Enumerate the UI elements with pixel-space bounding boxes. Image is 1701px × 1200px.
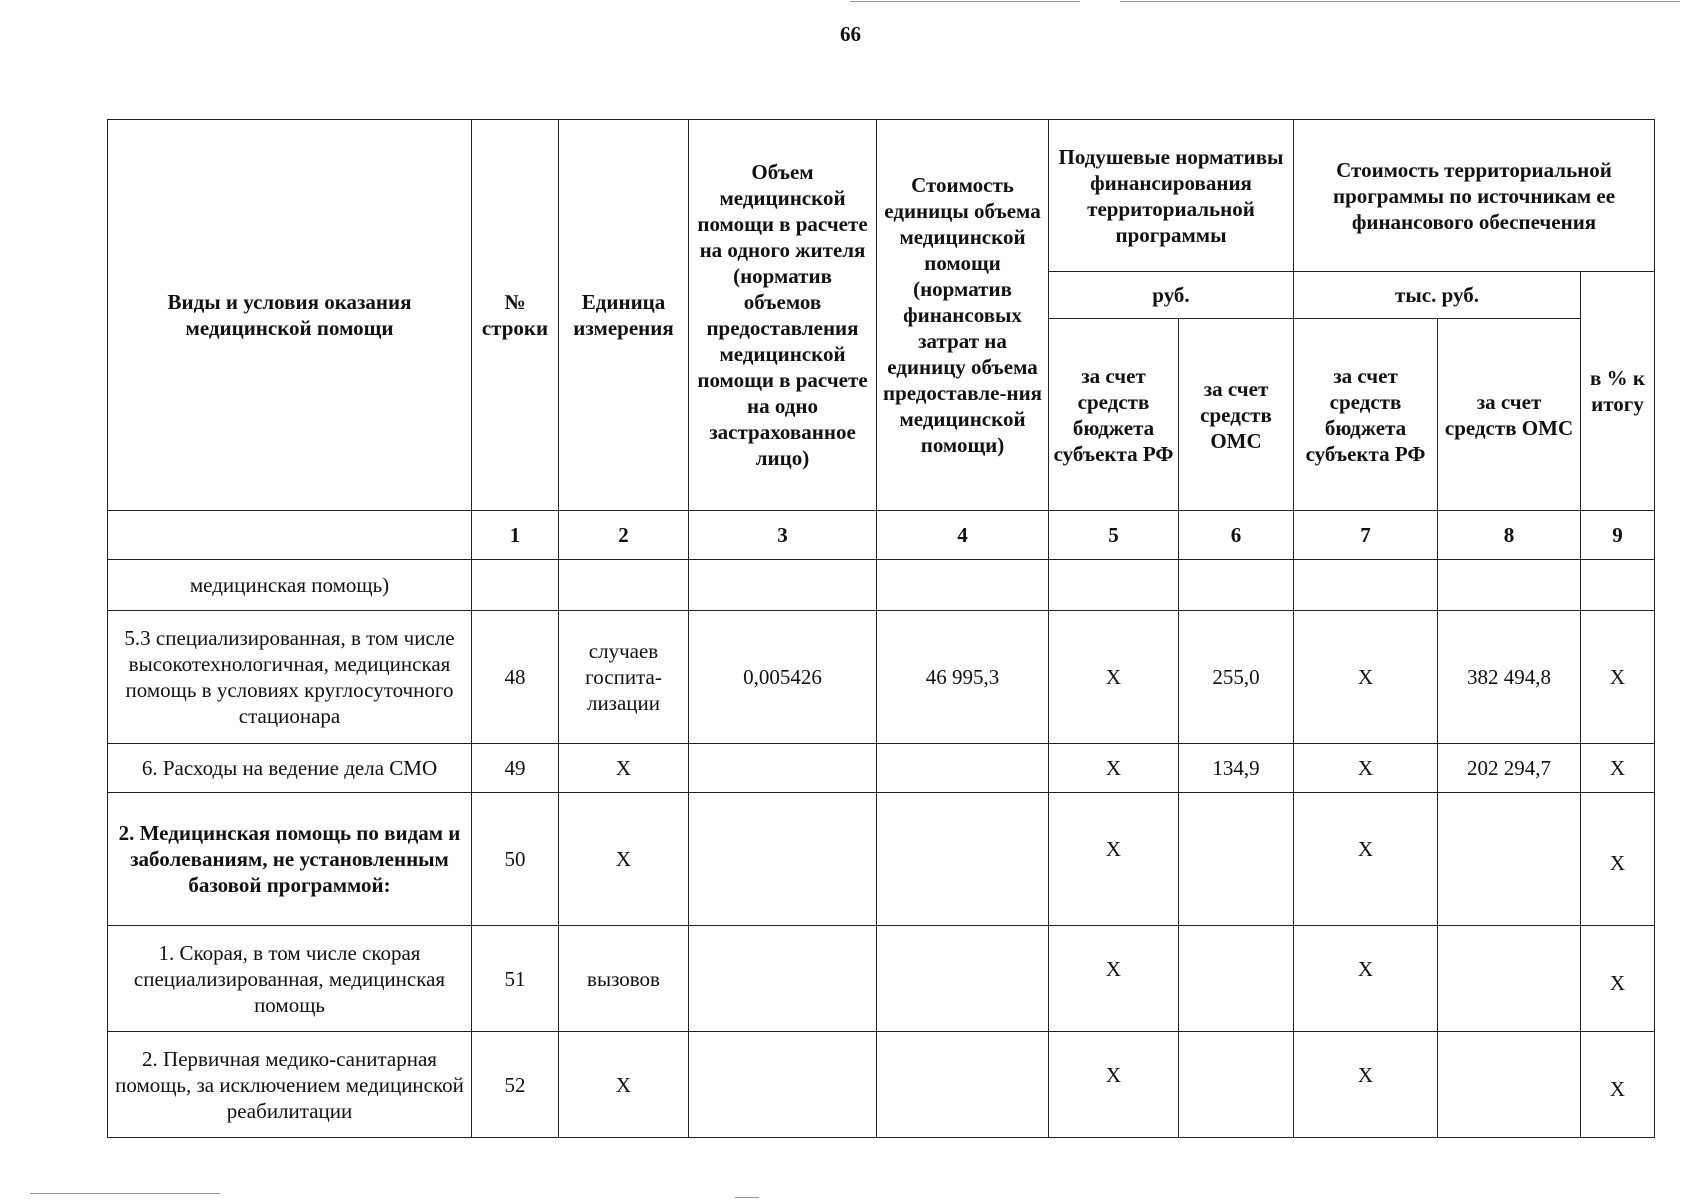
table-row — [108, 793, 1655, 926]
row-col6 — [1179, 793, 1294, 926]
column-number: 1 — [472, 511, 559, 560]
column-number: 9 — [1581, 511, 1655, 560]
table-row — [108, 926, 1655, 1032]
column-number: 5 — [1049, 511, 1179, 560]
x-mark: X — [1609, 851, 1626, 875]
scan-artifact-bottom-mid — [735, 1197, 759, 1198]
row-col9 — [1581, 1032, 1655, 1138]
row-col5 — [1049, 1032, 1179, 1138]
row-col6 — [1179, 926, 1294, 1032]
row-col5 — [1049, 793, 1179, 926]
column-numbers-row — [108, 511, 1655, 560]
header-unit-thousand-rub: тыс. руб. — [1294, 272, 1581, 319]
column-number: 7 — [1294, 511, 1438, 560]
row-col5 — [1049, 926, 1179, 1032]
row-name: 2. Первичная медико-санитарная помощь, за исключением медицинской реабилитации — [108, 1032, 472, 1138]
program-cost-table — [107, 119, 1655, 1138]
header-cost: Стоимость единицы объема медицинской помощи (норматив финансовых затрат на единицу объема предоставле-ния медицинской помощи) — [877, 120, 1049, 511]
column-number-empty — [108, 511, 472, 560]
row-col7: X — [1294, 744, 1438, 793]
row-unit: вызовов — [559, 926, 689, 1032]
x-mark: X — [1105, 837, 1122, 861]
row-cost — [877, 560, 1049, 611]
scan-artifact-top — [850, 1, 1080, 2]
row-col8: 202 294,7 — [1438, 744, 1581, 793]
row-col8 — [1438, 926, 1581, 1032]
row-col7 — [1294, 1032, 1438, 1138]
header-types: Виды и условия оказания медицинской помощи — [108, 120, 472, 511]
row-col7 — [1294, 926, 1438, 1032]
row-unit: X — [559, 1032, 689, 1138]
header-budget-rf-5: за счет средств бюджета субъекта РФ — [1049, 319, 1179, 511]
row-cost — [877, 793, 1049, 926]
row-col8: 382 494,8 — [1438, 611, 1581, 744]
row-cost — [877, 744, 1049, 793]
table-row — [108, 560, 1655, 611]
header-oms-6: за счет средств ОМС — [1179, 319, 1294, 511]
row-cost: 46 995,3 — [877, 611, 1049, 744]
row-col8 — [1438, 1032, 1581, 1138]
row-volume — [689, 560, 877, 611]
header-program-cost: Стоимость территориальной программы по источникам ее финансового обеспечения — [1294, 120, 1655, 272]
header-unit: Единица измерения — [559, 120, 689, 511]
row-col9: X — [1581, 611, 1655, 744]
row-number: 48 — [472, 611, 559, 744]
row-col7 — [1294, 793, 1438, 926]
row-name: медицинская помощь) — [108, 560, 472, 611]
x-mark: X — [1357, 1062, 1374, 1087]
row-col6: 134,9 — [1179, 744, 1294, 793]
row-number: 50 — [472, 793, 559, 926]
row-volume: 0,005426 — [689, 611, 877, 744]
row-number: 51 — [472, 926, 559, 1032]
row-volume — [689, 1032, 877, 1138]
row-col6 — [1179, 1032, 1294, 1138]
page-number: 66 — [840, 22, 861, 46]
row-col9 — [1581, 560, 1655, 611]
x-mark: X — [1357, 837, 1374, 861]
x-mark: X — [1105, 956, 1122, 981]
row-col6: 255,0 — [1179, 611, 1294, 744]
row-col9: X — [1581, 744, 1655, 793]
row-unit — [559, 560, 689, 611]
row-number: 49 — [472, 744, 559, 793]
row-name-section: 2. Медицинская помощь по видам и заболеваниям, не установленным базовой программой: — [108, 793, 472, 926]
x-mark: X — [1609, 970, 1626, 995]
row-volume — [689, 926, 877, 1032]
row-name: 6. Расходы на ведение дела СМО — [108, 744, 472, 793]
header-row-1 — [108, 120, 1655, 272]
row-name: 5.3 специализированная, в том числе высокотехнологичная, медицинская помощь в условиях круглосуточного стационара — [108, 611, 472, 744]
row-number: 52 — [472, 1032, 559, 1138]
header-budget-rf-7: за счет средств бюджета субъекта РФ — [1294, 319, 1438, 511]
column-number: 3 — [689, 511, 877, 560]
table-row — [108, 1032, 1655, 1138]
header-oms-8: за счет средств ОМС — [1438, 319, 1581, 511]
row-unit: X — [559, 744, 689, 793]
header-unit-rub: руб. — [1049, 272, 1294, 319]
row-unit: X — [559, 793, 689, 926]
row-name: 1. Скорая, в том числе скорая специализированная, медицинская помощь — [108, 926, 472, 1032]
column-number: 4 — [877, 511, 1049, 560]
row-volume — [689, 744, 877, 793]
row-volume — [689, 793, 877, 926]
row-col5 — [1049, 560, 1179, 611]
row-col5: X — [1049, 744, 1179, 793]
column-number: 6 — [1179, 511, 1294, 560]
row-col8 — [1438, 560, 1581, 611]
scan-artifact-top-right — [1120, 1, 1680, 2]
row-cost — [877, 926, 1049, 1032]
row-col5: X — [1049, 611, 1179, 744]
header-percent-total: в % к итогу — [1581, 272, 1655, 511]
x-mark: X — [1609, 1076, 1626, 1101]
x-mark: X — [1105, 1062, 1122, 1087]
row-number — [472, 560, 559, 611]
header-per-capita: Подушевые нормативы финансирования территориальной программы — [1049, 120, 1294, 272]
row-col7 — [1294, 560, 1438, 611]
x-mark: X — [1357, 956, 1374, 981]
table-row — [108, 611, 1655, 744]
row-cost — [877, 1032, 1049, 1138]
row-col8 — [1438, 793, 1581, 926]
row-unit: случаев госпита-лизации — [559, 611, 689, 744]
row-col9 — [1581, 793, 1655, 926]
table-row — [108, 744, 1655, 793]
row-col9 — [1581, 926, 1655, 1032]
header-row-no: № строки — [472, 120, 559, 511]
column-number: 8 — [1438, 511, 1581, 560]
scan-artifact-bottom-left — [30, 1193, 220, 1194]
row-col6 — [1179, 560, 1294, 611]
header-volume: Объем медицинской помощи в расчете на одного жителя (норматив объемов предоставления медицинской помощи в расчете на одно застрахованное лицо) — [689, 120, 877, 511]
row-col7: X — [1294, 611, 1438, 744]
column-number: 2 — [559, 511, 689, 560]
